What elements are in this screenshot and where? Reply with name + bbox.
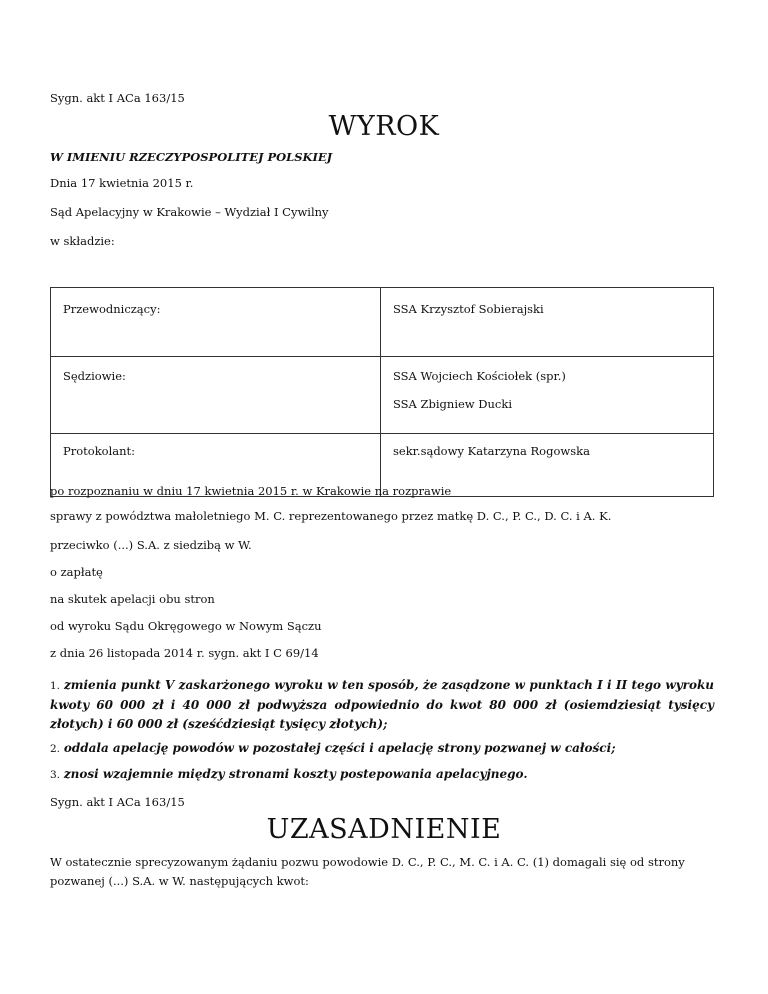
- panel-role: Sędziowie:: [51, 357, 381, 434]
- table-row: [51, 288, 714, 357]
- panel-name: SSA Wojciech Kościołek (spr.): [393, 369, 566, 383]
- proceedings-line: o zapłatę: [50, 565, 103, 579]
- panel-role: Przewodniczący:: [51, 288, 381, 357]
- proceedings-line: od wyroku Sądu Okręgowego w Nowym Sączu: [50, 619, 322, 633]
- panel-role: Protokolant:: [51, 434, 381, 497]
- document-title: WYROK: [328, 111, 440, 142]
- panel-name: SSA Krzysztof Sobierajski: [381, 288, 714, 357]
- judgment-point-3: [50, 765, 714, 785]
- judgment-point-1: [50, 676, 714, 734]
- proceedings-line: na skutek apelacji obu stron: [50, 592, 215, 606]
- panel-name: sekr.sądowy Katarzyna Rogowska: [381, 434, 714, 497]
- judgment-text: zmienia punkt V zaskarżonego wyroku w ten sposób, że zasądzone w punktach I i II tego wyroku kwoty 60 000 zł i 40 000 zł podwyższa odpowiednio do kwot 80 000 zł (osiemdziesiąt tysięcy złotych) i 60 000 zł (sześćdziesiąt tysięcy złotych);: [50, 678, 714, 731]
- document-subtitle: W IMIENIU RZECZYPOSPOLITEJ POLSKIEJ: [50, 150, 333, 164]
- case-signature: Sygn. akt I ACa 163/15: [50, 91, 185, 105]
- judgment-text: znosi wzajemnie między stronami koszty postepowania apelacyjnego.: [63, 767, 528, 781]
- judgment-text: oddala apelację powodów w pozostałej części i apelację strony pozwanej w całości;: [63, 741, 616, 755]
- justification-signature: Sygn. akt I ACa 163/15: [50, 795, 185, 809]
- judgment-number: 1.: [50, 680, 61, 692]
- court-name: Sąd Apelacyjny w Krakowie – Wydział I Cywilny: [50, 205, 329, 219]
- panel-names: [381, 357, 714, 434]
- justification-text: W ostatecznie sprecyzowanym żądaniu pozwu powodowie D. C., P. C., M. C. i A. C. (1) domagali się od strony pozwanej (...) S.A. w W. następujących kwot:: [50, 855, 685, 888]
- proceedings-line: przeciwko (...) S.A. z siedzibą w W.: [50, 538, 252, 552]
- proceedings-line: po rozpoznaniu w dniu 17 kwietnia 2015 r. w Krakowie na rozprawie: [50, 484, 452, 498]
- panel-name: SSA Zbigniew Ducki: [393, 397, 513, 411]
- justification-title: UZASADNIENIE: [266, 814, 502, 845]
- proceedings-line: z dnia 26 listopada 2014 r. sygn. akt I C 69/14: [50, 646, 319, 660]
- court-panel-table: [50, 287, 714, 497]
- judgment-point-2: [50, 739, 714, 759]
- table-row: [51, 357, 714, 434]
- proceedings-line: sprawy z powództwa małoletniego M. C. reprezentowanego przez matkę D. C., P. C., D. C. i A. K.: [50, 509, 612, 523]
- judgment-date: Dnia 17 kwietnia 2015 r.: [50, 176, 194, 190]
- judgment-number: 2.: [50, 743, 61, 755]
- composition-label: w składzie:: [50, 234, 115, 248]
- judgment-number: 3.: [50, 769, 61, 781]
